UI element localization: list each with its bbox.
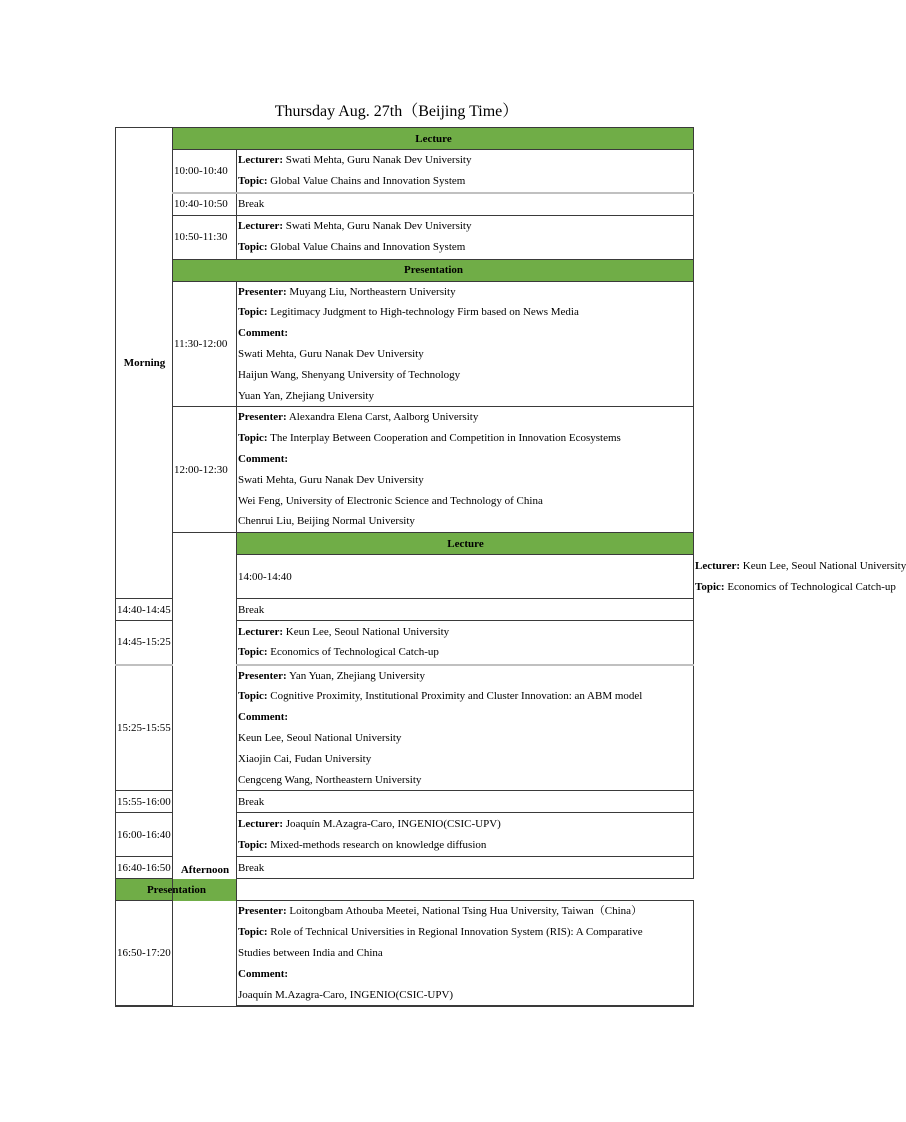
- session-details: [237, 281, 694, 407]
- comment-label: Comment:: [238, 967, 289, 980]
- commenter: Cengceng Wang, Northeastern University: [238, 773, 422, 786]
- time-slot: 16:50-17:20: [116, 901, 173, 1006]
- presenter-name: Alexandra Elena Carst, Aalborg University: [288, 411, 479, 424]
- lecturer-label: Lecturer:: [238, 818, 283, 831]
- break-label: Break: [237, 599, 694, 621]
- time-slot: 14:40-14:45: [116, 599, 173, 621]
- topic-text: Global Value Chains and Innovation System: [270, 241, 466, 254]
- break-label: Break: [237, 791, 694, 813]
- schedule-row: [116, 281, 694, 407]
- lecturer-name: Keun Lee, Seoul National University: [742, 559, 906, 572]
- session-details: [237, 621, 694, 665]
- presenter-label: Presenter:: [238, 285, 287, 298]
- topic-label: Topic:: [238, 432, 268, 445]
- topic-text: Mixed-methods research on knowledge diffusion: [270, 838, 487, 851]
- topic-label: Topic:: [238, 646, 268, 659]
- page-title: Thursday Aug. 27th（Beijing Time）: [274, 103, 519, 120]
- topic-text: Global Value Chains and Innovation System: [270, 174, 466, 187]
- session-details: [237, 215, 694, 259]
- schedule-table: [115, 127, 906, 1007]
- presenter-name: Muyang Liu, Northeastern University: [289, 285, 456, 298]
- time-slot: 15:25-15:55: [116, 665, 173, 791]
- section-header-presentation: Presentation: [173, 259, 694, 281]
- topic-text-continued: Studies between India and China: [238, 947, 383, 960]
- schedule-row: [116, 215, 694, 259]
- period-label-text: Afternoon: [180, 863, 230, 876]
- time-slot: 10:50-11:30: [173, 215, 237, 259]
- period-label-morning: Morning: [116, 128, 173, 599]
- time-slot: 14:45-15:25: [116, 621, 173, 665]
- presenter-name: Yan Yuan, Zhejiang University: [289, 669, 425, 682]
- commenter: Xiaojin Cai, Fudan University: [238, 752, 372, 765]
- session-details: [237, 665, 694, 791]
- comment-label: Comment:: [238, 711, 289, 724]
- commenter: Swati Mehta, Guru Nanak Dev University: [238, 347, 424, 360]
- topic-label: Topic:: [238, 690, 268, 703]
- commenter: Joaquín M.Azagra-Caro, INGENIO(CSIC-UPV): [238, 988, 454, 1001]
- lecturer-name: Keun Lee, Seoul National University: [285, 625, 450, 638]
- topic-text: Economics of Technological Catch-up: [270, 646, 439, 659]
- topic-text: Role of Technical Universities in Regional Innovation System (RIS): A Comparative: [270, 926, 643, 939]
- section-header-row: [116, 533, 694, 555]
- session-details: [237, 901, 694, 1006]
- lecturer-name: Swati Mehta, Guru Nanak Dev University: [285, 220, 472, 233]
- section-header-row: [116, 879, 694, 901]
- presenter-label: Presenter:: [238, 905, 287, 918]
- section-header-row: [116, 128, 694, 150]
- break-label: Break: [237, 857, 694, 879]
- lecturer-name: Swati Mehta, Guru Nanak Dev University: [285, 154, 472, 166]
- session-details: [237, 813, 694, 857]
- section-header-presentation: Presentation: [116, 879, 237, 901]
- time-slot: 10:40-10:50: [173, 193, 237, 216]
- period-label-afternoon: [173, 533, 237, 1007]
- topic-label: Topic:: [238, 306, 268, 319]
- time-slot: 11:30-12:00: [173, 281, 237, 407]
- topic-label: Topic:: [238, 926, 268, 939]
- schedule-row: [116, 407, 694, 533]
- topic-label: Topic:: [238, 241, 268, 254]
- lecturer-label: Lecturer:: [238, 625, 283, 638]
- break-label: Break: [237, 193, 694, 216]
- section-header-lecture: Lecture: [173, 128, 694, 150]
- lecturer-label: Lecturer:: [238, 220, 283, 233]
- commenter: Yuan Yan, Zhejiang University: [238, 389, 374, 402]
- lecturer-label: Lecturer:: [695, 559, 741, 572]
- commenter: Haijun Wang, Shenyang University of Technology: [238, 368, 461, 381]
- time-slot: 10:00-10:40: [173, 150, 237, 193]
- lecturer-label: Lecturer:: [238, 154, 283, 166]
- time-slot: 14:00-14:40: [237, 555, 694, 599]
- break-row: [116, 193, 694, 216]
- topic-label: Topic:: [695, 580, 725, 593]
- comment-label: Comment:: [238, 327, 289, 340]
- comment-label: Comment:: [238, 452, 289, 465]
- time-slot: 16:40-16:50: [116, 857, 173, 879]
- topic-label: Topic:: [238, 838, 268, 851]
- section-header-lecture: Lecture: [237, 533, 694, 555]
- presenter-name: Loitongbam Athouba Meetei, National Tsing Hua University, Taiwan（China）: [289, 905, 643, 918]
- session-details: [237, 407, 694, 533]
- lecturer-name: Joaquín M.Azagra-Caro, INGENIO(CSIC-UPV): [285, 818, 501, 831]
- commenter: Swati Mehta, Guru Nanak Dev University: [238, 473, 424, 486]
- topic-text: Legitimacy Judgment to High-technology Firm based on News Media: [270, 306, 579, 319]
- topic-label: Topic:: [238, 174, 268, 187]
- time-slot: 16:00-16:40: [116, 813, 173, 857]
- time-slot: 15:55-16:00: [116, 791, 173, 813]
- commenter: Wei Feng, University of Electronic Science and Technology of China: [238, 494, 543, 507]
- topic-text: Cognitive Proximity, Institutional Proximity and Cluster Innovation: an ABM model: [270, 690, 643, 703]
- session-details: [237, 150, 694, 193]
- commenter: Chenrui Liu, Beijing Normal University: [238, 515, 415, 528]
- schedule-row: [116, 150, 694, 193]
- section-header-row: [116, 259, 694, 281]
- presenter-label: Presenter:: [238, 669, 287, 682]
- topic-text: Economics of Technological Catch-up: [727, 580, 896, 593]
- time-slot: 12:00-12:30: [173, 407, 237, 533]
- presenter-label: Presenter:: [238, 411, 287, 424]
- topic-text: The Interplay Between Cooperation and Competition in Innovation Ecosystems: [270, 432, 621, 445]
- commenter: Keun Lee, Seoul National University: [238, 732, 402, 745]
